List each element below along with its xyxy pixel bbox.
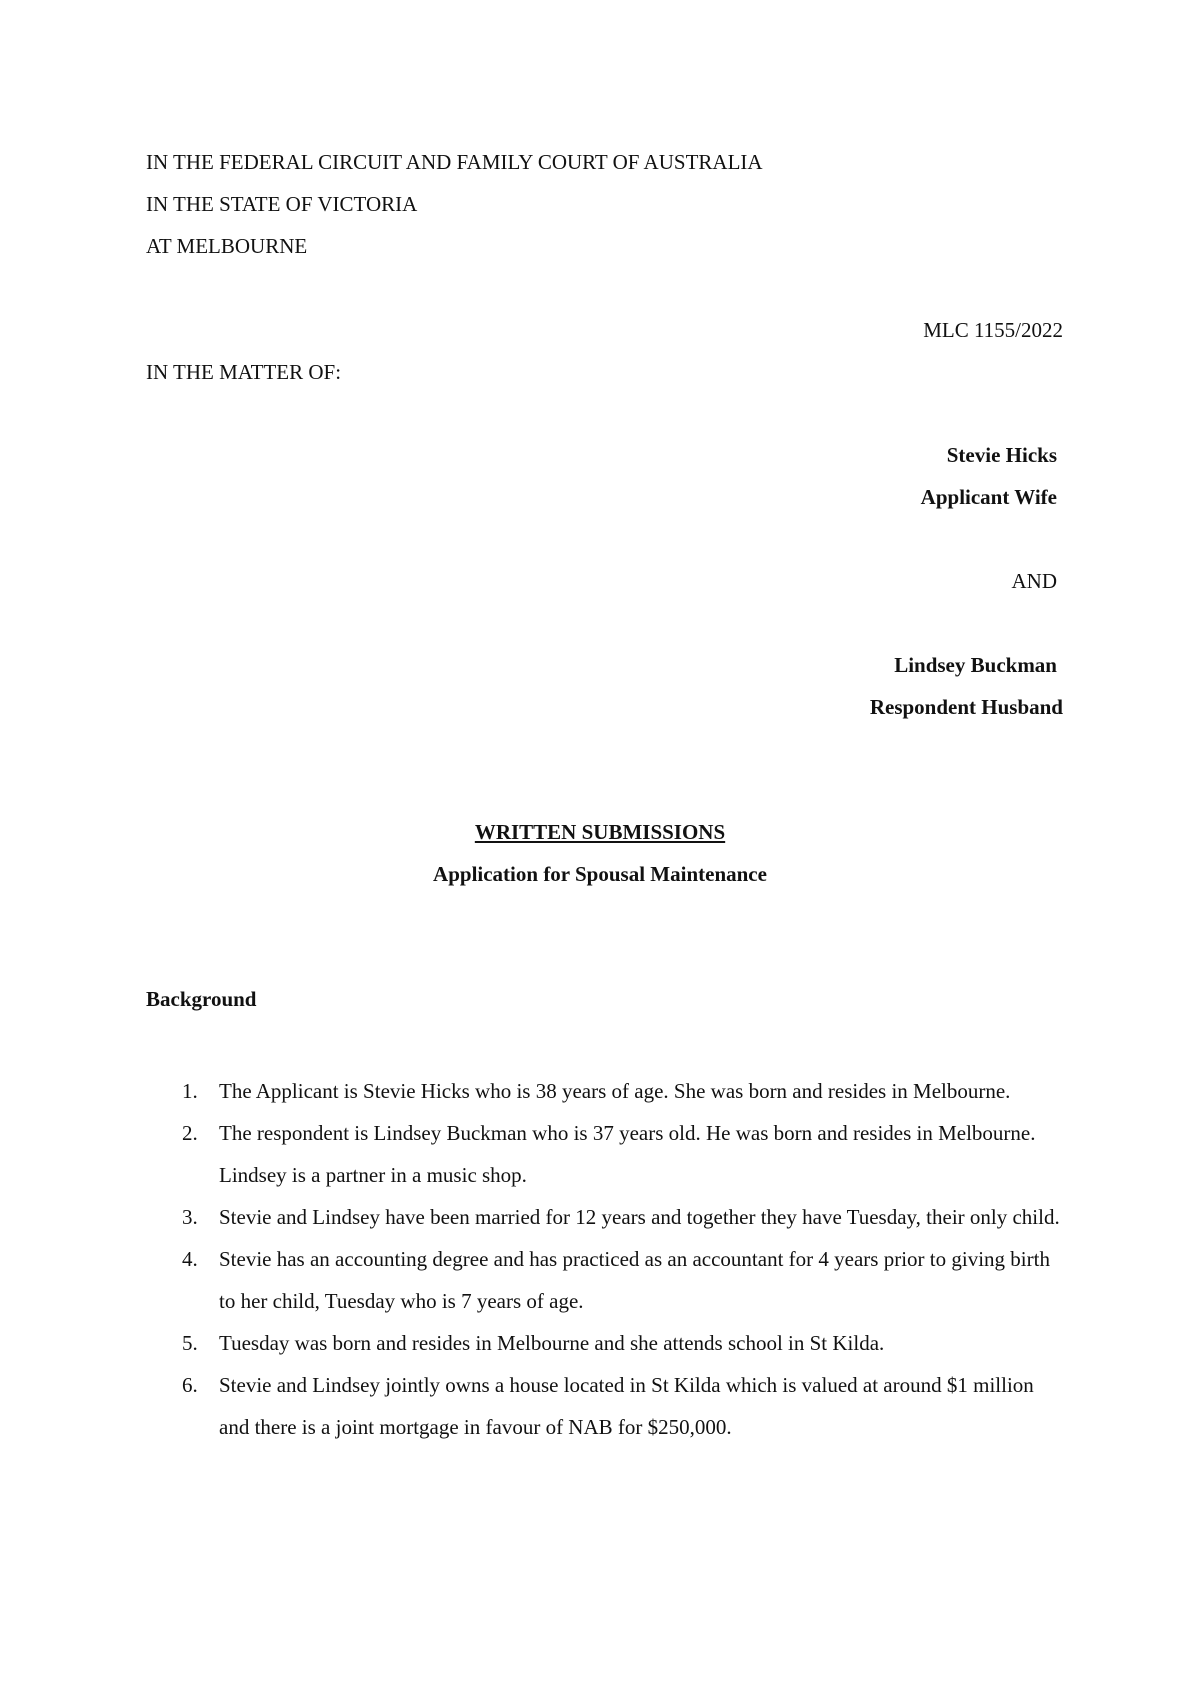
applicant-role: Applicant Wife xyxy=(920,485,1057,509)
parties-conjunction: AND xyxy=(1011,569,1057,593)
list-item xyxy=(146,1238,1066,1322)
case-number: MLC 1155/2022 xyxy=(923,318,1063,342)
list-item xyxy=(146,1322,1066,1364)
list-item xyxy=(146,1070,1066,1112)
list-item-number: 2. xyxy=(182,1121,198,1145)
list-item xyxy=(146,1196,1066,1238)
court-state: IN THE STATE OF VICTORIA xyxy=(146,192,418,216)
list-item-number: 5. xyxy=(182,1331,198,1355)
list-item-text: The respondent is Lindsey Buckman who is 37 years old. He was born and resides in Melbourne. Lindsey is a partner in a music shop. xyxy=(219,1121,1036,1187)
document-title xyxy=(0,820,1200,845)
list-item-text: Stevie and Lindsey have been married for 12 years and together they have Tuesday, their only child. xyxy=(219,1205,1060,1229)
respondent-role: Respondent Husband xyxy=(869,695,1063,719)
respondent-name: Lindsey Buckman xyxy=(894,653,1057,677)
applicant-name: Stevie Hicks xyxy=(946,443,1057,467)
list-item xyxy=(146,1364,1066,1448)
list-item-text: Tuesday was born and resides in Melbourne and she attends school in St Kilda. xyxy=(219,1331,885,1355)
list-item-number: 4. xyxy=(182,1247,198,1271)
section-heading-background: Background xyxy=(146,987,257,1011)
court-name: IN THE FEDERAL CIRCUIT AND FAMILY COURT OF AUSTRALIA xyxy=(146,150,763,174)
matter-label: IN THE MATTER OF: xyxy=(146,360,342,384)
document-title-text: WRITTEN SUBMISSIONS xyxy=(474,820,726,844)
list-item-number: 6. xyxy=(182,1373,198,1397)
list-item-number: 3. xyxy=(182,1205,198,1229)
background-list xyxy=(146,1070,1066,1448)
document-subtitle: Application for Spousal Maintenance xyxy=(433,862,767,886)
list-item xyxy=(146,1112,1066,1196)
list-item-text: The Applicant is Stevie Hicks who is 38 years of age. She was born and resides in Melbourne. xyxy=(219,1079,1011,1103)
court-location: AT MELBOURNE xyxy=(146,234,308,258)
list-item-text: Stevie has an accounting degree and has practiced as an accountant for 4 years prior to giving birth to her child, Tuesday who is 7 years of age. xyxy=(219,1247,1050,1313)
list-item-text: Stevie and Lindsey jointly owns a house located in St Kilda which is valued at around $1 million and there is a joint mortgage in favour of NAB for $250,000. xyxy=(219,1373,1034,1439)
list-item-number: 1. xyxy=(182,1079,198,1103)
